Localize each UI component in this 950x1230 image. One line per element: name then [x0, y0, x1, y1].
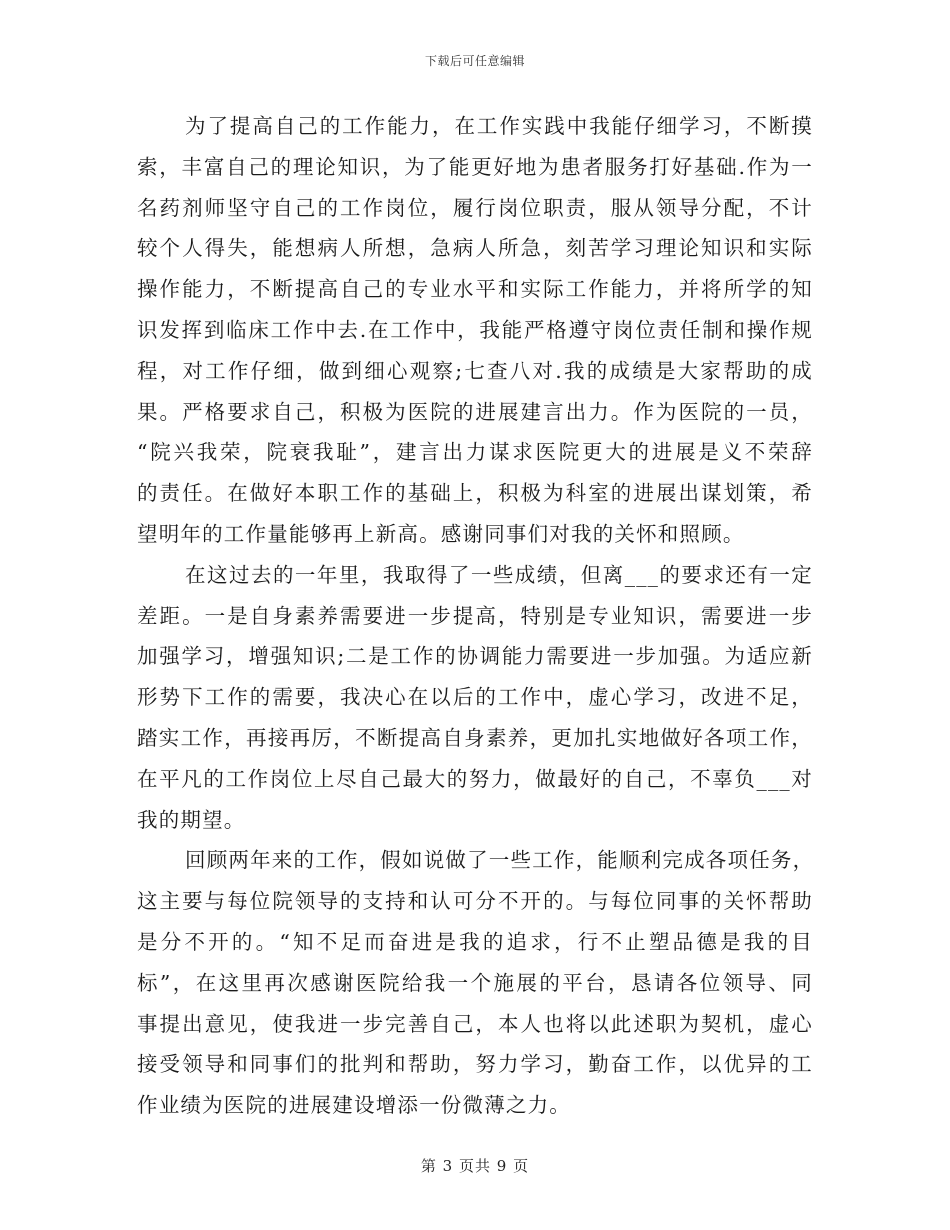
text-line: 这主要与每位院领导的支持和认可分不开的。与每位同事的关怀帮助	[137, 889, 813, 914]
text-line: 果。严格要求自己，积极为医院的进展建言出力。作为医院的一员，	[137, 399, 813, 424]
text-line: 我的期望。	[137, 807, 246, 832]
text-line: 在平凡的工作岗位上尽自己最大的努力，做最好的自己，不辜负___对	[137, 766, 813, 791]
text-line: “院兴我荣，院衰我耻”，建言出力谋求医院更大的进展是义不荣辞	[137, 440, 813, 465]
text-line: 差距。一是自身素养需要进一步提高，特别是专业知识，需要进一步	[137, 603, 813, 628]
text-line: 的责任。在做好本职工作的基础上，积极为科室的进展出谋划策，希	[137, 481, 813, 506]
text-line: 望明年的工作量能够再上新高。感谢同事们对我的关怀和照顾。	[137, 521, 745, 546]
text-line: 程，对工作仔细，做到细心观察;七查八对.我的成绩是大家帮助的成	[137, 358, 813, 383]
text-line: 接受领导和同事们的批判和帮助，努力学习，勤奋工作，以优异的工	[137, 1052, 813, 1077]
text-line: 识发挥到临床工作中去.在工作中，我能严格遵守岗位责任制和操作规	[137, 317, 813, 342]
text-line: 是分不开的。“知不足而奋进是我的追求，行不止塑品德是我的目	[137, 929, 813, 954]
text-line: 较个人得失，能想病人所想，急病人所急，刻苦学习理论知识和实际	[137, 236, 813, 261]
paragraph-3	[137, 840, 813, 1126]
text-line: 标”，在这里再次感谢医院给我一个施展的平台，恳请各位领导、同	[137, 970, 813, 995]
text-line: 形势下工作的需要，我决心在以后的工作中，虚心学习，改进不足，	[137, 685, 813, 710]
paragraph-1	[137, 106, 813, 555]
text-line: 操作能力，不断提高自己的专业水平和实际工作能力，并将所学的知	[137, 277, 813, 302]
text-line: 踏实工作，再接再厉，不断提高自身素养，更加扎实地做好各项工作，	[137, 725, 813, 750]
page-number: 第 3 页共 9 页	[420, 1157, 530, 1175]
text-line: 在这过去的一年里，我取得了一些成绩，但离___的要求还有一定	[185, 562, 813, 587]
document-body	[137, 106, 813, 1126]
text-line: 回顾两年来的工作，假如说做了一些工作，能顺利完成各项任务，	[185, 848, 815, 873]
text-line: 作业绩为医院的进展建设增添一份微薄之力。	[137, 1093, 571, 1118]
text-line: 加强学习，增强知识;二是工作的协调能力需要进一步加强。为适应新	[137, 644, 813, 669]
text-line: 为了提高自己的工作能力，在工作实践中我能仔细学习，不断摸	[185, 114, 813, 138]
text-line: 名药剂师坚守自己的工作岗位，履行岗位职责，服从领导分配，不计	[137, 195, 813, 220]
paragraph-2	[137, 555, 813, 841]
page-header: 下载后可任意编辑	[424, 54, 525, 68]
text-line: 索，丰富自己的理论知识，为了能更好地为患者服务打好基础.作为一	[137, 154, 813, 179]
text-line: 事提出意见，使我进一步完善自己，本人也将以此述职为契机，虚心	[137, 1011, 813, 1036]
